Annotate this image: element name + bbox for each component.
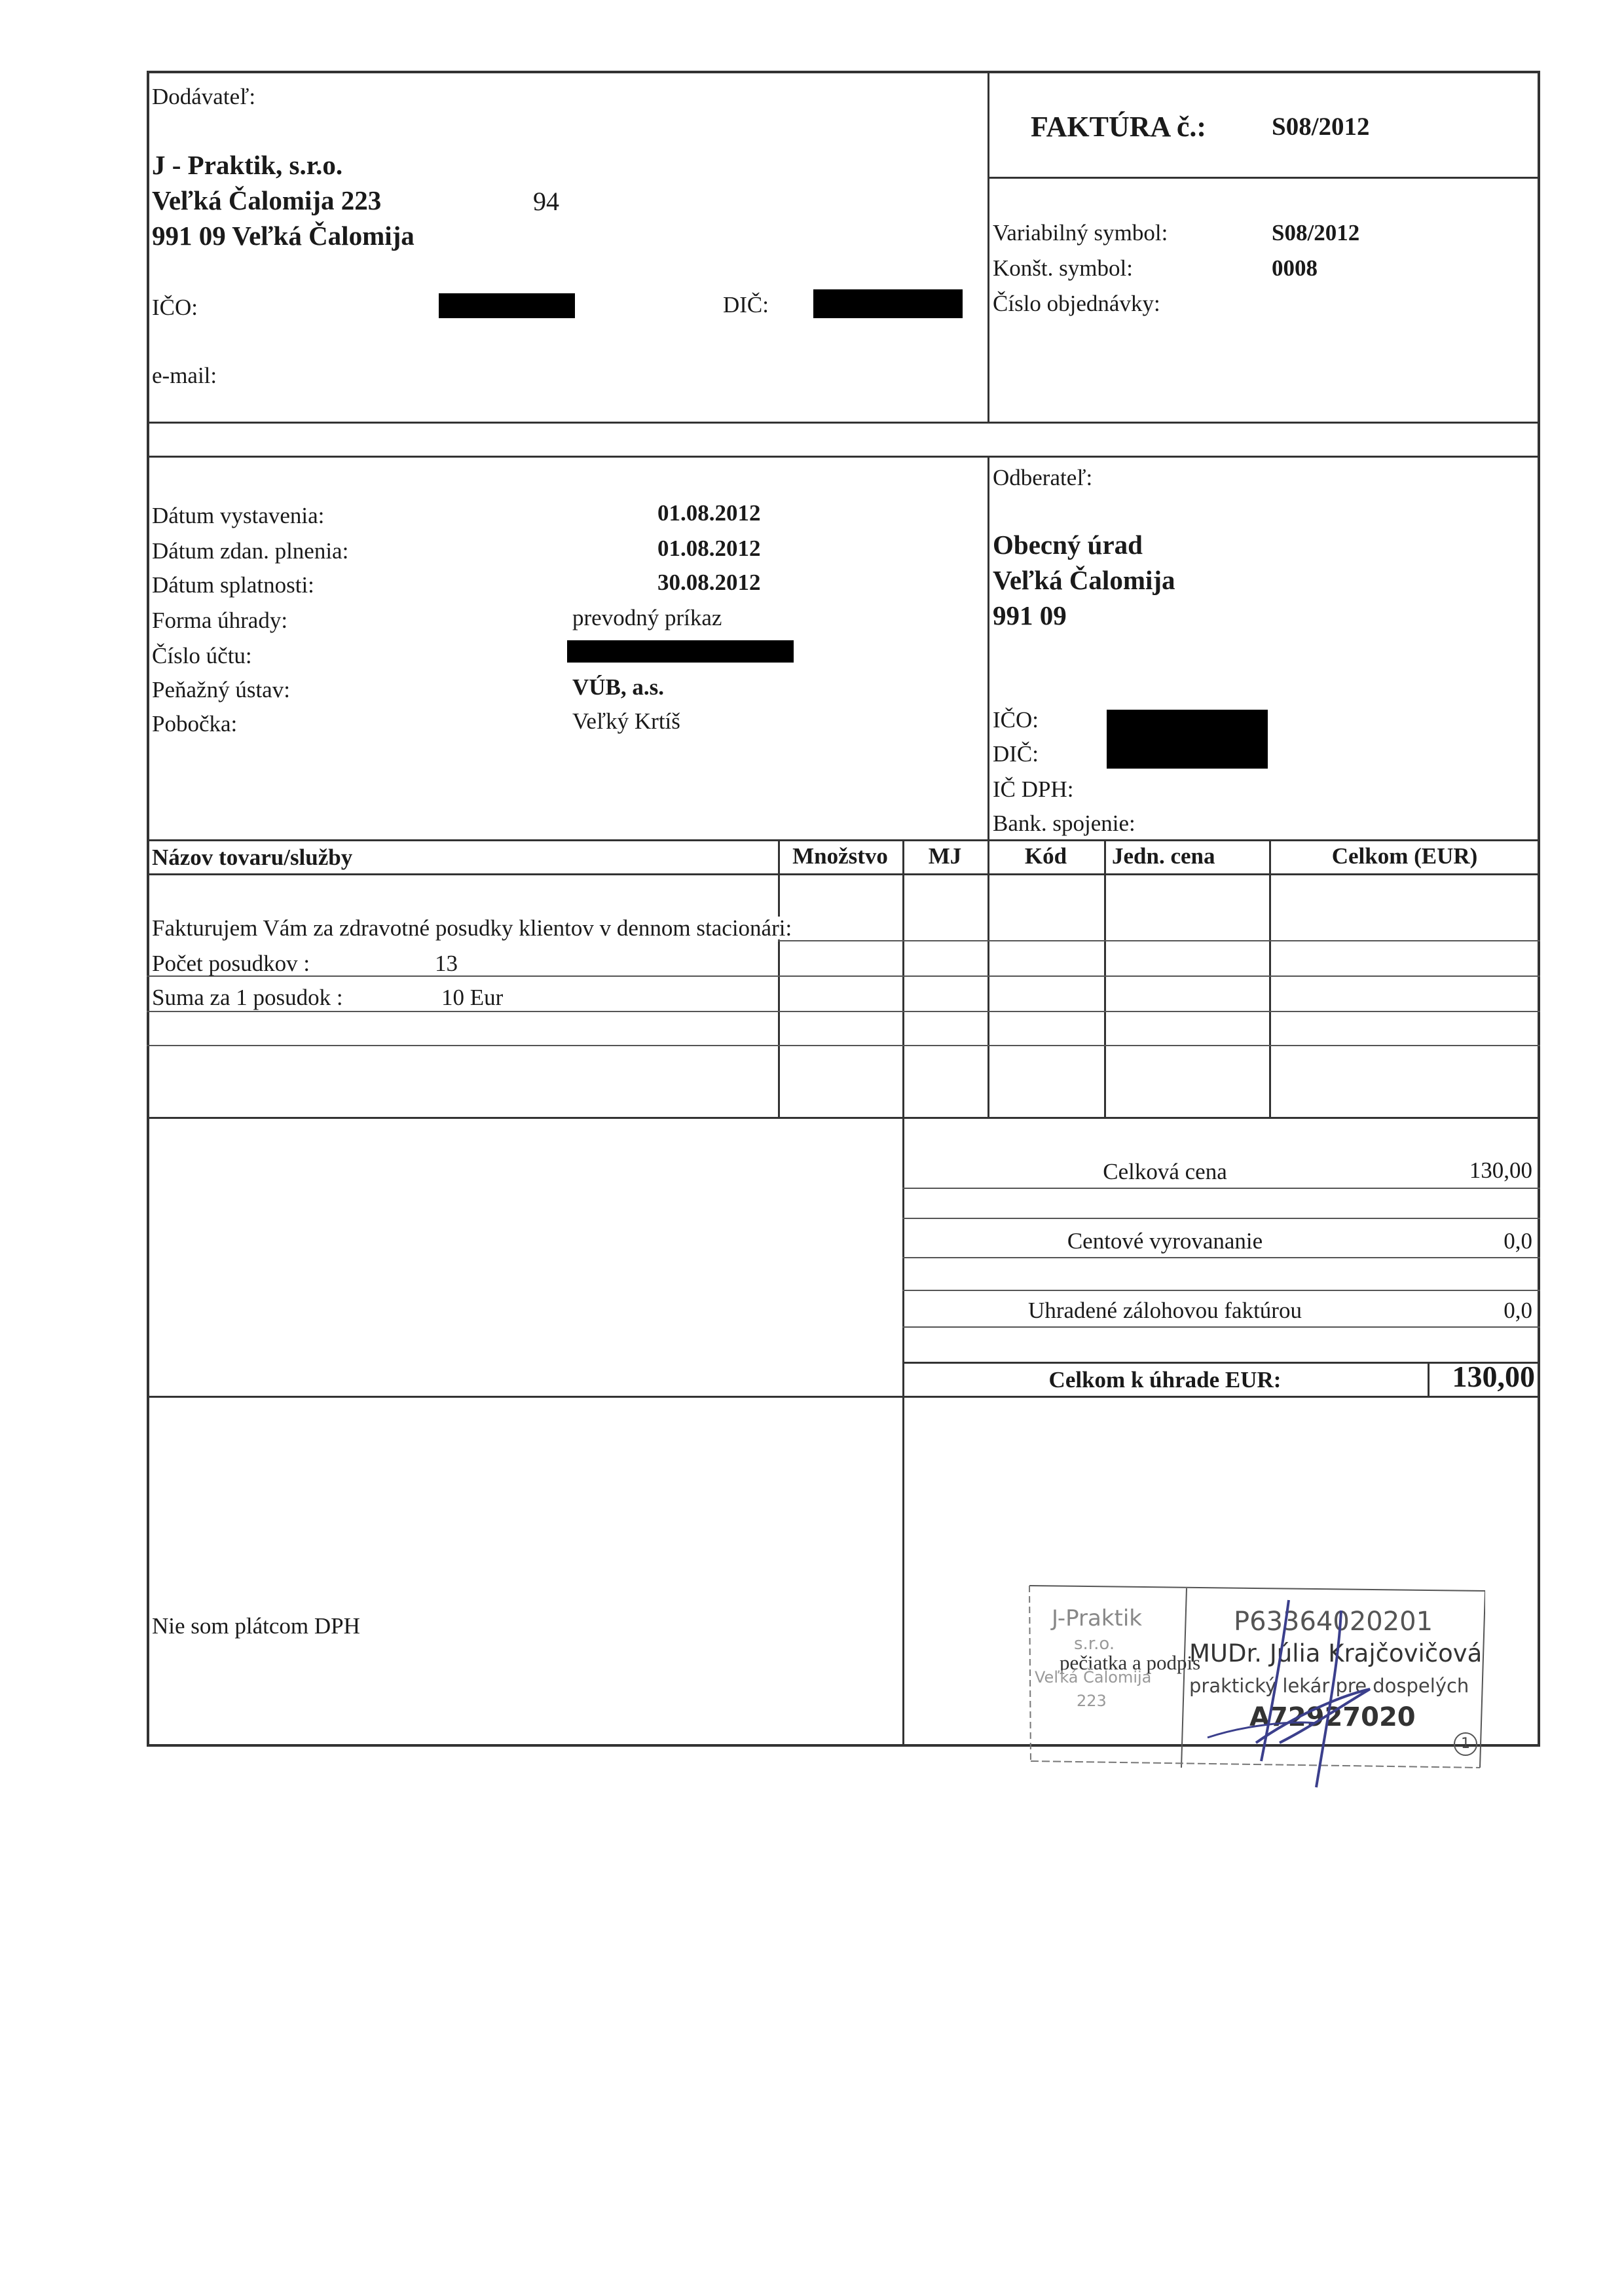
splatnosti-value: 30.08.2012 [657,570,761,595]
item-price-value: 10 Eur [441,985,504,1010]
supplier-email-label: e-mail: [152,363,217,388]
footer-top-line [147,1396,1540,1398]
table-row-line [147,1045,1540,1046]
spacer-bottom-line [147,456,1540,458]
stamp-caption: pečiatka a podpis [1060,1651,1201,1674]
middle-divider [987,456,989,841]
invoice-title-divider [987,177,1540,179]
customer-icdph-label: IČ DPH: [993,776,1074,802]
invoice-number: S08/2012 [1272,113,1370,141]
stamp-doctor: MUDr. Júlia Krajčovičová [1189,1639,1483,1667]
totals-line [902,1290,1540,1291]
stamp-id: A72927020 [1249,1702,1416,1732]
vystavenia-value: 01.08.2012 [657,500,761,526]
redacted-customer-ids [1107,710,1268,769]
zdan-label: Dátum zdan. plnenia: [152,538,349,564]
redacted-supplier-dic [813,289,963,318]
table-row-line [778,940,1540,941]
supplier-city: 991 09 Veľká Čalomija [152,221,415,251]
pobocka-value: Veľký Krtíš [572,708,680,734]
stamp-area [1027,1565,1485,1774]
ustav-label: Peňažný ústav: [152,677,290,702]
forma-label: Forma úhrady: [152,608,288,633]
total-centove-value: 0,0 [1504,1228,1532,1254]
header-bottom-line [147,422,1540,424]
customer-place: Veľká Čalomija [993,565,1175,595]
customer-ico-label: IČO: [993,707,1039,733]
total-celkova-value: 130,00 [1469,1157,1532,1183]
redacted-supplier-ico [439,293,575,318]
col-header-cena: Jedn. cena [1112,843,1215,869]
objednavka-label: Číslo objednávky: [993,291,1160,316]
table-header-top [147,839,1540,841]
konst-label: Konšt. symbol: [993,255,1133,281]
stamp-circle-number [1454,1732,1477,1756]
col-header-nazov: Názov tovaru/služby [152,845,353,870]
col-divider-kod [987,839,989,1117]
invoice-title: FAKTÚRA č.: [1031,111,1207,143]
stamp-company-line4: 223 [1077,1692,1107,1710]
customer-label: Odberateľ: [993,465,1093,490]
pobocka-label: Pobočka: [152,711,238,737]
col-divider-cena [1104,839,1106,1117]
total-uhrada-label: Celkom k úhrade EUR: [1048,1367,1282,1393]
item-price-label: Suma za 1 posudok : [152,985,343,1010]
konst-value: 0008 [1272,255,1318,281]
total-zaloha-value: 0,0 [1504,1298,1532,1323]
item-count-label: Počet posudkov : [152,951,310,976]
ucet-label: Číslo účtu: [152,643,252,668]
table-bottom-line [147,1117,1540,1119]
redacted-account-number [567,640,794,663]
supplier-ico-label: IČO: [152,295,198,320]
totals-line [902,1326,1540,1328]
header-divider [987,71,989,423]
vystavenia-label: Dátum vystavenia: [152,503,325,528]
variabilny-value: S08/2012 [1272,220,1360,246]
stamp-company-line1: J-Praktik [1052,1605,1142,1631]
ustav-value: VÚB, a.s. [572,674,665,700]
invoice-frame [147,71,1540,1747]
variabilny-label: Variabilný symbol: [993,220,1168,246]
totals-line [902,1218,1540,1219]
totals-divider [902,1117,904,1747]
col-header-mj: MJ [928,843,962,869]
total-celkova-label: Celková cena [1103,1159,1227,1184]
item-description: Fakturujem Vám za zdravotné posudky klientov v dennom stacionári: [152,915,792,941]
customer-bank-label: Bank. spojenie: [993,811,1135,836]
supplier-street: Veľká Čalomija 223 [152,185,382,215]
col-header-mnozstvo: Množstvo [792,843,888,869]
signature [1145,1591,1446,1800]
col-divider-mnozstvo [778,839,780,1117]
col-divider-mj [902,839,904,1117]
total-uhrada-value: 130,00 [1452,1360,1535,1393]
customer-dic-label: DIČ: [993,741,1039,767]
table-row-line [147,1011,1540,1012]
splatnosti-label: Dátum splatnosti: [152,572,314,598]
stamp-company-line3: Veľká Čalomija [1035,1668,1152,1686]
totals-line [902,1257,1540,1258]
forma-value: prevodný príkaz [572,605,722,630]
customer-name: Obecný úrad [993,530,1143,560]
stamp-role: praktický lekár pre dospelých [1189,1675,1469,1697]
vat-note: Nie som plátcom DPH [152,1613,360,1639]
table-row-line [147,975,1540,977]
col-header-celkom: Celkom (EUR) [1331,843,1478,869]
stamp-circle-number-text: 1 [1461,1736,1470,1752]
supplier-dic-label: DIČ: [723,292,769,318]
total-centove-label: Centové vyrovananie [1067,1228,1263,1254]
col-header-kod: Kód [1024,843,1067,869]
zdan-value: 01.08.2012 [657,536,761,561]
supplier-label: Dodávateľ: [152,84,256,109]
supplier-street-extra: 94 [533,187,559,216]
customer-zip: 991 09 [993,600,1067,630]
total-zaloha-label: Uhradené zálohovou faktúrou [1028,1298,1302,1323]
stamp-code: P63364020201 [1234,1607,1433,1637]
col-divider-celkom [1269,839,1271,1117]
table-header-bottom [147,873,1540,875]
stamp-company-line2: s.r.o. [1074,1634,1115,1654]
supplier-name: J - Praktik, s.r.o. [152,150,343,180]
totals-line [902,1188,1540,1189]
item-count-value: 13 [435,951,458,976]
